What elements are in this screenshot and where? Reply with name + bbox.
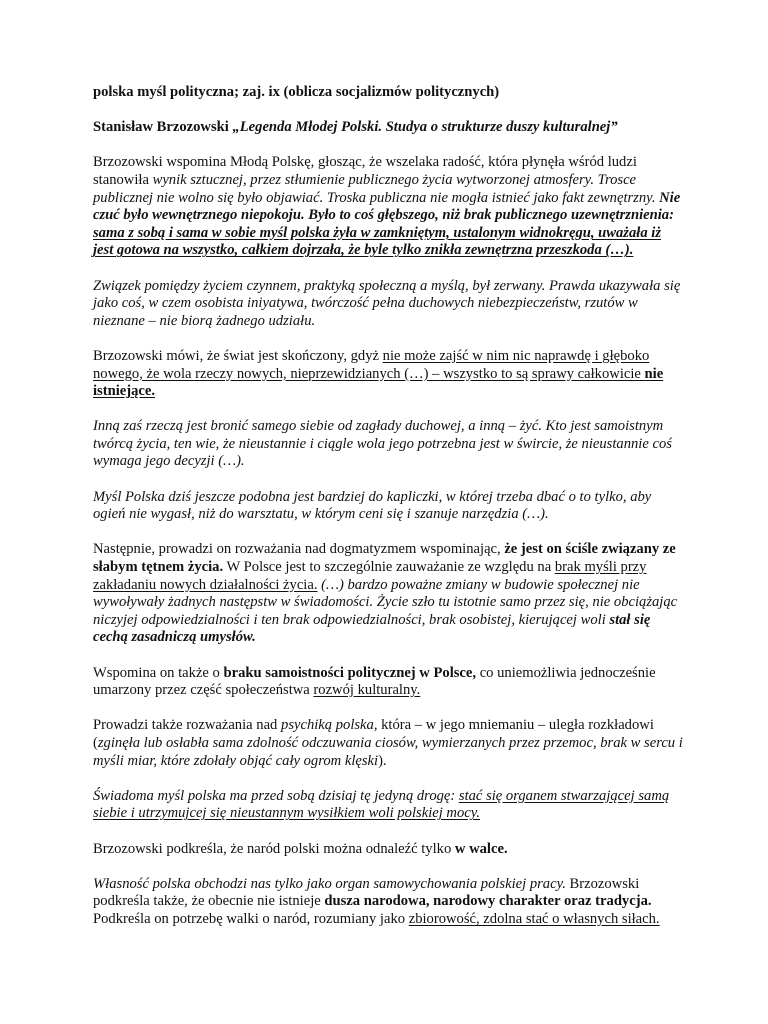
text-run: , która – w jego mniemaniu – uległa rozkładowi ( [93, 717, 654, 751]
text-run: Świadoma myśl polska ma przed sobą dzisiaj tę jedyną drogę: [93, 787, 459, 804]
text-run: wynik sztucznej, przez stłumienie publicznego życia wytworzonej atmosfery. Trosce publicznej nie wolno się było objawiać. Troska publiczna nie mogła istnieć jako fakt zewnętrzny. [93, 171, 660, 206]
text-run: że jest on ściśle związany ze słabym tętnem życia. [93, 541, 676, 576]
text-run: stać się organem stwarzającej samą siebie i utrzymujcej się nieustannym wysiłkiem woli polskiej mocy. [93, 787, 670, 822]
text-run: braku samoistności politycznej w Polsce, [223, 664, 477, 681]
text-run: (…) bardzo poważne zmiany w budowie społecznej nie wywoływały żadnych następstw w świadomości. Życie szło tu istotnie samo przez się, nie obciążając niczyjej odpowiedzialności i ten brak odpowiedzialności, brak osobistej, kierującej woli [93, 576, 678, 628]
text-run: W Polsce jest to szczególnie zauważanie ze względu na [223, 559, 555, 576]
paragraph-2 [93, 278, 683, 331]
document-page [93, 84, 683, 946]
text-run: Inną zaś rzeczą jest bronić samego siebie od zagłady duchowej, a inną – żyć. Kto jest samoistnym twórcą życia, ten wie, że nieustannie i ciągle wola jego potrzebna jest w śwircie, że nieustannie coś wymaga jego decyzji (…). [93, 418, 672, 470]
paragraph-1 [93, 154, 683, 260]
text-run: co uniemożliwia jednocześnie umarzony przez część społeczeństwa [93, 664, 656, 699]
subtitle-work: „Legenda Młodej Polski. Studya o strukturze duszy kulturalnej” [232, 119, 618, 136]
text-run: Wspomina on także o [93, 664, 224, 681]
text-run: sama z sobą i sama w sobie myśl polska żyła w zamkniętym, ustalonym widnokręgu, uważała iż jest gotowa na wszystko, całkiem dojrzała, że byle tylko znikła zewnętrzna przeszkoda (…). [93, 224, 662, 259]
text-run: rozwój kulturalny. [313, 682, 421, 699]
text-run: dusza narodowa, narodowy charakter oraz tradycja. [324, 893, 652, 910]
text-run: stał się cechą zasadniczą umysłów. [93, 611, 651, 646]
paragraph-8 [93, 717, 683, 770]
text-run: ). [378, 752, 387, 769]
text-run: Myśl Polska dziś jeszcze podobna jest bardziej do kapliczki, w której trzeba dbać o to tylko, aby ogień nie wygasł, niż do warsztatu, w którym ceni się i szanuje narzędzia (…). [93, 488, 652, 523]
text-run: nie może zajść w nim nic naprawdę i głęboko nowego, że wola rzeczy nowych, nieprzewidzianych (…) – wszystko to są sprawy całkowicie [93, 347, 650, 382]
text-run: psychiką polska [281, 717, 374, 734]
document-title: polska myśl polityczna; zaj. ix (oblicza socjalizmów politycznych) [93, 84, 500, 100]
text-run: Brzozowski mówi, że świat jest skończony, gdyż [93, 347, 383, 364]
text-run: Związek pomiędzy życiem czynnem, praktyką społeczną a myślą, był zerwany. Prawda ukazywała się jako coś, w czem osobista iniyatywa, twórczość pełna duchowych niebezpieczeństw, rzutów w nieznane – nie biorą żadnego udziału. [93, 277, 681, 329]
paragraph-11 [93, 876, 683, 929]
text-run: Brzozowski podkreśla także, że obecnie nie istnieje [93, 875, 640, 910]
text-run: zginęła lub osłabła sama zdolność odczuwania ciosów, wymierzanych przez przemoc, brak w sercu i myśli miar, które zdołały objąć cały ogrom klęski [93, 734, 683, 769]
document-subtitle [93, 119, 683, 137]
text-run: w walce. [454, 840, 508, 857]
text-run: Następnie, prowadzi on rozważania nad dogmatyzmem wspominając, [93, 541, 505, 558]
paragraph-10 [93, 841, 683, 859]
paragraph-6 [93, 541, 683, 647]
text-run: brak myśli przy zakładaniu nowych działalności życia. [93, 559, 647, 593]
text-run: Podkreśla on potrzebę walki o naród, rozumiany jako [93, 910, 409, 927]
paragraph-4 [93, 418, 683, 471]
paragraph-5 [93, 489, 683, 524]
text-run: zbiorowość, zdolna stać o własnych siłach. [408, 910, 660, 927]
text-run: Brzozowski podkreśla, że naród polski można odnaleźć tylko [93, 840, 455, 857]
text-run: Brzozowski wspomina Młodą Polskę, głosząc, że wszelaka radość, która płynęła wśród ludzi stanowiła [93, 154, 637, 188]
paragraph-9 [93, 788, 683, 823]
text-run: Prowadzi także rozważania nad [93, 717, 282, 734]
text-run: Nie czuć było wewnętrznego niepokoju. Było to coś głębszego, niż brak publicznego uzewnętrznienia: [93, 189, 681, 224]
subtitle-author: Stanisław Brzozowski [93, 119, 233, 136]
text-run: Własność polska obchodzi nas tylko jako organ samowychowania polskiej pracy. [93, 875, 566, 892]
paragraph-3 [93, 348, 683, 401]
paragraph-7 [93, 665, 683, 700]
text-run: nie istniejące. [93, 365, 664, 400]
